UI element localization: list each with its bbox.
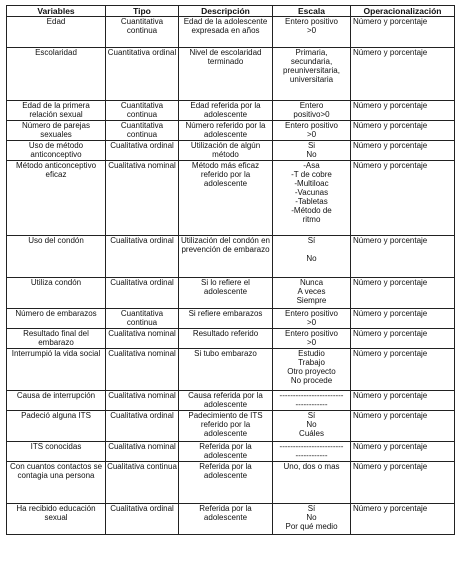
cell-tipo: Cuantitativa continua [106, 121, 179, 141]
escala-line: Siempre [296, 296, 327, 305]
table-row [7, 462, 455, 504]
escala-line: Sí [307, 504, 316, 513]
variables-table [6, 5, 455, 535]
cell-variable: Resultado final del embarazo [7, 329, 106, 349]
cell-operacionalizacion: Número y porcentaje [351, 278, 455, 309]
cell-descripcion: Causa referida por la adolescente [179, 391, 273, 411]
cell-escala [273, 504, 351, 535]
escala-line: Entero positivo [285, 121, 338, 130]
cell-variable: Causa de interrupción [7, 391, 106, 411]
cell-operacionalizacion: Número y porcentaje [351, 101, 455, 121]
cell-escala [273, 141, 351, 161]
table-row [7, 309, 455, 329]
cell-variable: Escolaridad [7, 48, 106, 101]
cell-operacionalizacion: Número y porcentaje [351, 141, 455, 161]
escala-line: >0 [306, 318, 317, 327]
cell-tipo: Cualitativa ordinal [106, 141, 179, 161]
cell-descripcion: Utilización de algún método [179, 141, 273, 161]
escala-line: Primaria, [295, 48, 328, 57]
escala-line: secundaria, [290, 57, 333, 66]
escala-line: -Método de [291, 206, 332, 215]
escala-line: universitaria [289, 75, 334, 84]
cell-escala [273, 349, 351, 391]
escala-line: Uno, dos o mas [283, 462, 340, 471]
cell-escala [273, 101, 351, 121]
escala-line: ------------------------ [279, 391, 344, 400]
cell-descripcion: Referida por la adolescente [179, 462, 273, 504]
escala-line: Cuáles [299, 429, 324, 438]
escala-line: No [306, 420, 317, 429]
escala-line: No [306, 513, 317, 522]
cell-operacionalizacion: Número y porcentaje [351, 17, 455, 48]
table-row [7, 329, 455, 349]
escala-line: Otro proyecto [287, 367, 336, 376]
escala-line: >0 [306, 130, 317, 139]
cell-tipo: Cualitativa continua [106, 462, 179, 504]
cell-descripcion: Número referido por la adolescente [179, 121, 273, 141]
cell-escala [273, 48, 351, 101]
escala-line: Estudio [298, 349, 325, 358]
table-header-row [7, 6, 455, 17]
table-row [7, 504, 455, 535]
escala-line: ritmo [302, 215, 321, 224]
cell-descripcion: Padecimiento de ITS referido por la adolescente [179, 411, 273, 442]
cell-tipo: Cualitativa ordinal [106, 236, 179, 278]
cell-descripcion: Edad referida por la adolescente [179, 101, 273, 121]
cell-variable: Número de embarazos [7, 309, 106, 329]
cell-operacionalizacion: Número y porcentaje [351, 236, 455, 278]
table-row [7, 141, 455, 161]
cell-descripcion: Referida por la adolescente [179, 442, 273, 462]
cell-descripcion: Si tubo embarazo [179, 349, 273, 391]
cell-tipo: Cuantitativa continua [106, 309, 179, 329]
cell-operacionalizacion: Número y porcentaje [351, 442, 455, 462]
cell-tipo: Cualitativa nominal [106, 349, 179, 391]
escala-line: -Asa [303, 161, 320, 170]
cell-escala [273, 309, 351, 329]
escala-line: -Multiloac [294, 179, 329, 188]
table-row [7, 411, 455, 442]
cell-escala [273, 236, 351, 278]
table-row [7, 161, 455, 236]
cell-descripcion: Utilización del condón en prevención de embarazo [179, 236, 273, 278]
header-variables: Variables [7, 6, 106, 17]
table-row [7, 391, 455, 411]
cell-escala [273, 121, 351, 141]
cell-variable: Uso de método anticonceptivo [7, 141, 106, 161]
cell-descripcion: Referida por la adolescente [179, 504, 273, 535]
table-row [7, 236, 455, 278]
header-escala: Escala [273, 6, 351, 17]
cell-escala [273, 411, 351, 442]
cell-escala [273, 161, 351, 236]
cell-descripcion: Si lo refiere el adolescente [179, 278, 273, 309]
escala-line: Entero positivo [285, 17, 338, 26]
escala-line: Por qué medio [285, 522, 338, 531]
escala-line: Sí [307, 236, 316, 245]
escala-line: ------------------------ [279, 442, 344, 451]
escala-line: preuniversitaria, [283, 66, 340, 75]
header-tipo: Tipo [106, 6, 179, 17]
cell-variable: Padeció alguna ITS [7, 411, 106, 442]
table-row [7, 278, 455, 309]
table-row [7, 349, 455, 391]
escala-line [274, 245, 349, 254]
escala-line: Sí [307, 411, 316, 420]
escala-line: >0 [306, 338, 317, 347]
cell-escala [273, 278, 351, 309]
table-row [7, 442, 455, 462]
cell-variable: Número de parejas sexuales [7, 121, 106, 141]
escala-line: -T de cobre [291, 170, 332, 179]
cell-tipo: Cuantitativa continua [106, 17, 179, 48]
cell-variable: Con cuantos contactos se contagia una persona [7, 462, 106, 504]
escala-line: -Vacunas [294, 188, 329, 197]
cell-tipo: Cualitativa ordinal [106, 504, 179, 535]
cell-descripcion: Nivel de escolaridad terminado [179, 48, 273, 101]
escala-line: Entero positivo [285, 309, 338, 318]
cell-variable: Edad [7, 17, 106, 48]
cell-variable: Edad de la primera relación sexual [7, 101, 106, 121]
escala-line: Si [307, 141, 316, 150]
cell-escala [273, 17, 351, 48]
cell-descripcion: Método más eficaz referido por la adolescente [179, 161, 273, 236]
header-descripcion: Descripción [179, 6, 273, 17]
cell-variable: Utiliza condón [7, 278, 106, 309]
cell-tipo: Cualitativa nominal [106, 442, 179, 462]
cell-variable: ITS conocidas [7, 442, 106, 462]
cell-descripcion: Edad de la adolescente expresada en años [179, 17, 273, 48]
cell-tipo: Cualitativa ordinal [106, 411, 179, 442]
header-operacionalizacion: Operacionalización [351, 6, 455, 17]
cell-operacionalizacion: Número y porcentaje [351, 309, 455, 329]
escala-line: Entero positivo [285, 329, 338, 338]
table-row [7, 17, 455, 48]
cell-operacionalizacion: Número y porcentaje [351, 329, 455, 349]
escala-line: positivo>0 [293, 110, 330, 119]
cell-tipo: Cualitativa nominal [106, 329, 179, 349]
cell-variable: Uso del condón [7, 236, 106, 278]
escala-line: ------------ [295, 451, 328, 460]
table-row [7, 101, 455, 121]
escala-line: Entero [299, 101, 324, 110]
escala-line: No [306, 150, 317, 159]
cell-operacionalizacion: Número y porcentaje [351, 349, 455, 391]
escala-line: ------------ [295, 400, 328, 409]
escala-line: No procede [290, 376, 333, 385]
escala-line: >0 [306, 26, 317, 35]
cell-operacionalizacion: Número y porcentaje [351, 121, 455, 141]
cell-tipo: Cualitativa nominal [106, 391, 179, 411]
cell-tipo: Cuantitativa continua [106, 101, 179, 121]
escala-line: -Tabletas [295, 197, 328, 206]
table-body [7, 17, 455, 535]
escala-line: No [306, 254, 317, 263]
cell-variable: Interrumpió la vida social [7, 349, 106, 391]
cell-operacionalizacion: Número y porcentaje [351, 504, 455, 535]
cell-variable: Ha recibido educación sexual [7, 504, 106, 535]
cell-tipo: Cuantitativa ordinal [106, 48, 179, 101]
cell-tipo: Cualitativa nominal [106, 161, 179, 236]
table-row [7, 121, 455, 141]
cell-escala [273, 462, 351, 504]
cell-operacionalizacion: Número y porcentaje [351, 161, 455, 236]
cell-escala [273, 391, 351, 411]
cell-escala [273, 442, 351, 462]
escala-line: Nunca [299, 278, 324, 287]
table-row [7, 48, 455, 101]
cell-descripcion: Si refiere embarazos [179, 309, 273, 329]
cell-operacionalizacion: Número y porcentaje [351, 48, 455, 101]
cell-variable: Método anticonceptivo eficaz [7, 161, 106, 236]
escala-line: Trabajo [298, 358, 325, 367]
cell-escala [273, 329, 351, 349]
cell-operacionalizacion: Número y porcentaje [351, 462, 455, 504]
cell-descripcion: Resultado referido [179, 329, 273, 349]
escala-line: A veces [297, 287, 326, 296]
cell-operacionalizacion: Número y porcentaje [351, 411, 455, 442]
cell-operacionalizacion: Número y porcentaje [351, 391, 455, 411]
cell-tipo: Cualitativa ordinal [106, 278, 179, 309]
